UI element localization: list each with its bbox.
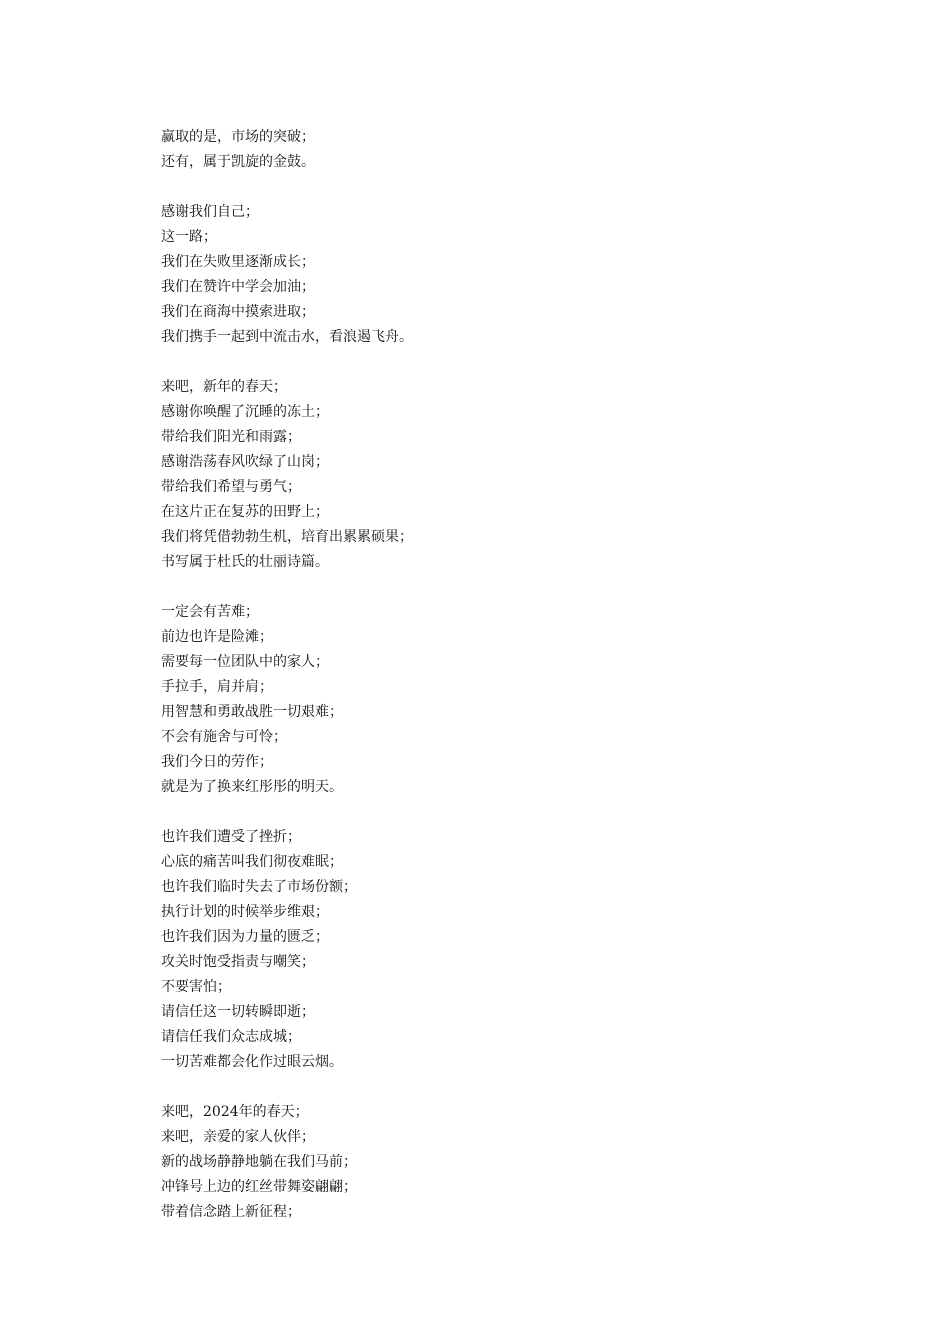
poem-line: 感谢我们自己； — [161, 204, 259, 220]
stanza — [161, 825, 861, 1075]
poem-line: 也许我们临时失去了市场份额； — [161, 879, 357, 895]
stanza — [161, 600, 861, 800]
poem-line: 执行计划的时候举步维艰； — [161, 904, 329, 920]
poem-line: 就是为了换来红彤彤的明天。 — [161, 779, 343, 795]
stanza — [161, 125, 861, 175]
poem-line: 请信任我们众志成城； — [161, 1029, 301, 1045]
poem-line: 我们在赞许中学会加油； — [161, 279, 315, 295]
poem-line: 也许我们因为力量的匮乏； — [161, 929, 329, 945]
poem-line: 带给我们希望与勇气； — [161, 479, 301, 495]
poem-line: 需要每一位团队中的家人； — [161, 654, 329, 670]
poem-line: 这一路； — [161, 229, 217, 245]
poem-line: 感谢你唤醒了沉睡的冻土； — [161, 404, 329, 420]
poem-line: 我们在失败里逐渐成长； — [161, 254, 315, 270]
poem-body — [161, 125, 861, 1250]
poem-line: 来吧，亲爱的家人伙伴； — [161, 1129, 315, 1145]
poem-line: 我们携手一起到中流击水，看浪遏飞舟。 — [161, 329, 413, 345]
poem-line: 手拉手，肩并肩； — [161, 679, 273, 695]
poem-line: 冲锋号上边的红丝带舞姿翩翩； — [161, 1179, 357, 1195]
poem-line: 一切苦难都会化作过眼云烟。 — [161, 1054, 343, 1070]
poem-line: 不会有施舍与可怜； — [161, 729, 287, 745]
poem-line: 我们今日的劳作； — [161, 754, 273, 770]
poem-line: 带着信念踏上新征程； — [161, 1204, 301, 1220]
poem-line: 也许我们遭受了挫折； — [161, 829, 301, 845]
poem-line: 不要害怕； — [161, 979, 231, 995]
stanza — [161, 375, 861, 575]
poem-line: 前边也许是险滩； — [161, 629, 273, 645]
poem-line: 带给我们阳光和雨露； — [161, 429, 301, 445]
poem-line: 我们在商海中摸索进取； — [161, 304, 315, 320]
stanza — [161, 200, 861, 350]
poem-line: 用智慧和勇敢战胜一切艰难； — [161, 704, 343, 720]
poem-line: 我们将凭借勃勃生机，培育出累累硕果； — [161, 529, 413, 545]
poem-line: 在这片正在复苏的田野上； — [161, 504, 329, 520]
poem-line: 来吧，2024年的春天； — [161, 1104, 309, 1120]
poem-line: 心底的痛苦叫我们彻夜难眠； — [161, 854, 343, 870]
poem-line: 赢取的是，市场的突破； — [161, 129, 315, 145]
poem-line: 书写属于杜氏的壮丽诗篇。 — [161, 554, 329, 570]
poem-line: 感谢浩荡春风吹绿了山岗； — [161, 454, 329, 470]
poem-line: 新的战场静静地躺在我们马前； — [161, 1154, 357, 1170]
poem-line: 来吧，新年的春天； — [161, 379, 287, 395]
poem-line: 还有，属于凯旋的金鼓。 — [161, 154, 315, 170]
poem-line: 一定会有苦难； — [161, 604, 259, 620]
poem-line: 攻关时饱受指责与嘲笑； — [161, 954, 315, 970]
stanza — [161, 1100, 861, 1225]
poem-line: 请信任这一切转瞬即逝； — [161, 1004, 315, 1020]
